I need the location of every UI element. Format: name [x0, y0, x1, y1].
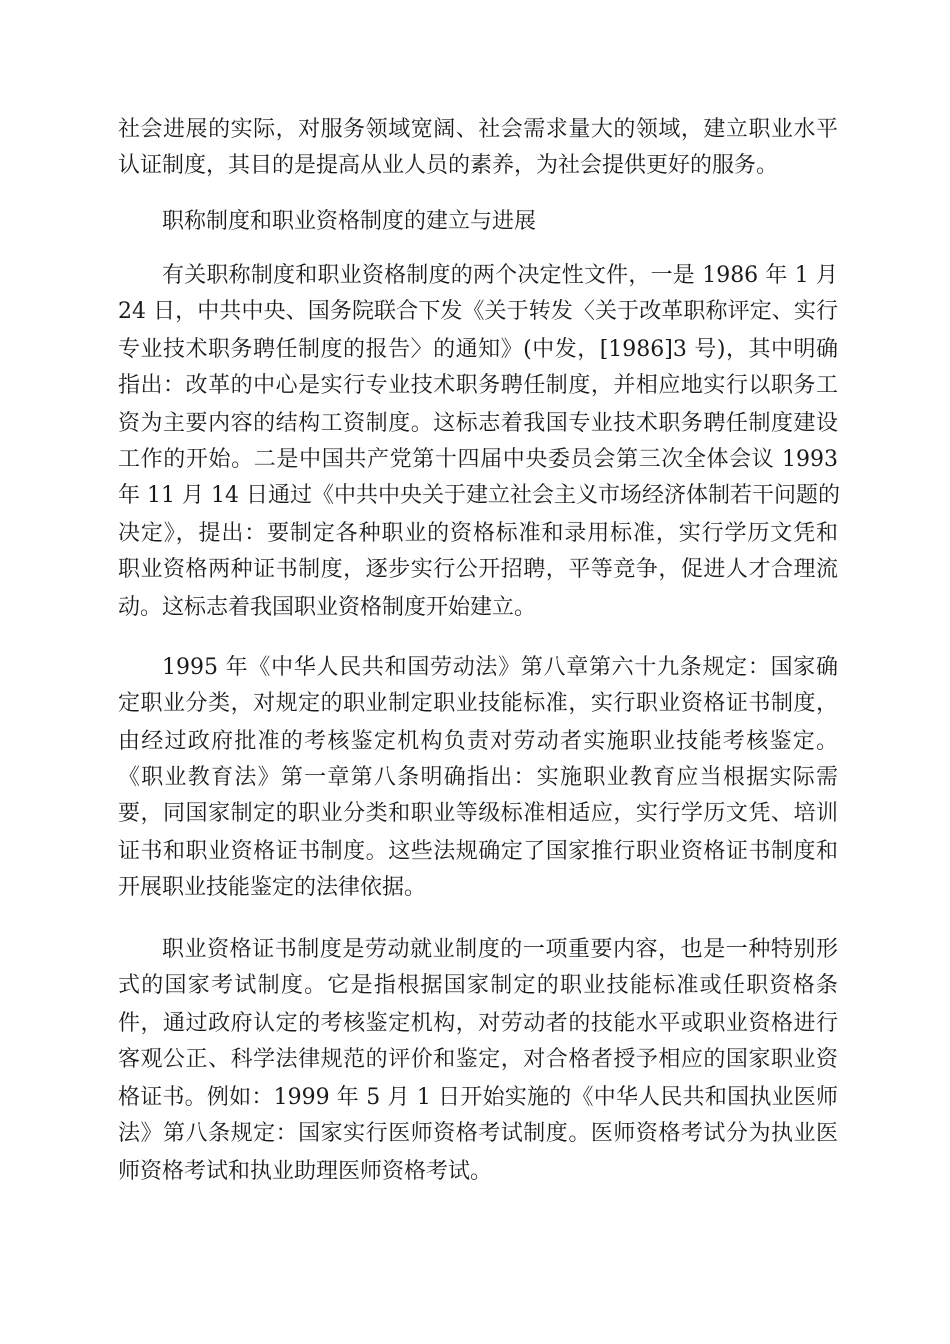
text-line: 1995 年《中华人民共和国劳动法》第八章第六十九条规定：国家确 — [162, 655, 838, 680]
text-line: 法》第八条规定：国家实行医师资格考试制度。医师资格考试分为执业医 — [118, 1121, 838, 1146]
text-line: 件，通过政府认定的考核鉴定机构，对劳动者的技能水平或职业资格进行 — [118, 1011, 838, 1036]
text-line: 客观公正、科学法律规范的评价和鉴定，对合格者授予相应的国家职业资 — [118, 1047, 838, 1072]
text-line: 师资格考试和执业助理医师资格考试。 — [118, 1159, 493, 1184]
text-line: 认证制度，其目的是提高从业人员的素养，为社会提供更好的服务。 — [118, 153, 779, 178]
text-line: 决定》，提出：要制定各种职业的资格标准和录用标准，实行学历文凭和 — [118, 521, 838, 546]
text-line: 职业资格两种证书制度，逐步实行公开招聘，平等竞争，促进人才合理流 — [118, 557, 838, 582]
text-line: 动。这标志着我国职业资格制度开始建立。 — [118, 595, 537, 620]
text-line: 开展职业技能鉴定的法律依据。 — [118, 875, 427, 900]
text-line: 资为主要内容的结构工资制度。这标志着我国专业技术职务聘任制度建设 — [118, 411, 838, 436]
text-line: 有关职称制度和职业资格制度的两个决定性文件，一是 1986 年 1 月 — [162, 263, 838, 288]
text-line: 《职业教育法》第一章第八条明确指出：实施职业教育应当根据实际需 — [118, 765, 838, 790]
text-line: 年 11 月 14 日通过《中共中央关于建立社会主义市场经济体制若干问题的 — [118, 483, 840, 508]
text-line: 要，同国家制定的职业分类和职业等级标准相适应，实行学历文凭、培训 — [118, 801, 838, 826]
text-line: 定职业分类，对规定的职业制定职业技能标准，实行职业资格证书制度， — [118, 691, 838, 716]
text-line: 证书和职业资格证书制度。这些法规确定了国家推行职业资格证书制度和 — [118, 839, 838, 864]
text-line: 24 日，中共中央、国务院联合下发《关于转发〈关于改革职称评定、实行 — [118, 299, 838, 324]
text-line: 指出：改革的中心是实行专业技术职务聘任制度，并相应地实行以职务工 — [118, 373, 838, 398]
section-heading: 职称制度和职业资格制度的建立与进展 — [162, 209, 537, 234]
text-line: 职业资格证书制度是劳动就业制度的一项重要内容，也是一种特别形 — [162, 937, 838, 962]
text-line: 社会进展的实际，对服务领域宽阔、社会需求量大的领域，建立职业水平 — [118, 117, 838, 142]
text-line: 工作的开始。二是中国共产党第十四届中央委员会第三次全体会议 1993 — [118, 447, 838, 472]
text-line: 专业技术职务聘任制度的报告〉的通知》(中发，[1986]3 号)，其中明确 — [118, 337, 838, 362]
text-line: 式的国家考试制度。它是指根据国家制定的职业技能标准或任职资格条 — [118, 973, 838, 998]
text-line: 由经过政府批准的考核鉴定机构负责对劳动者实施职业技能考核鉴定。 — [118, 729, 838, 754]
text-line: 格证书。例如：1999 年 5 月 1 日开始实施的《中华人民共和国执业医师 — [118, 1085, 838, 1110]
